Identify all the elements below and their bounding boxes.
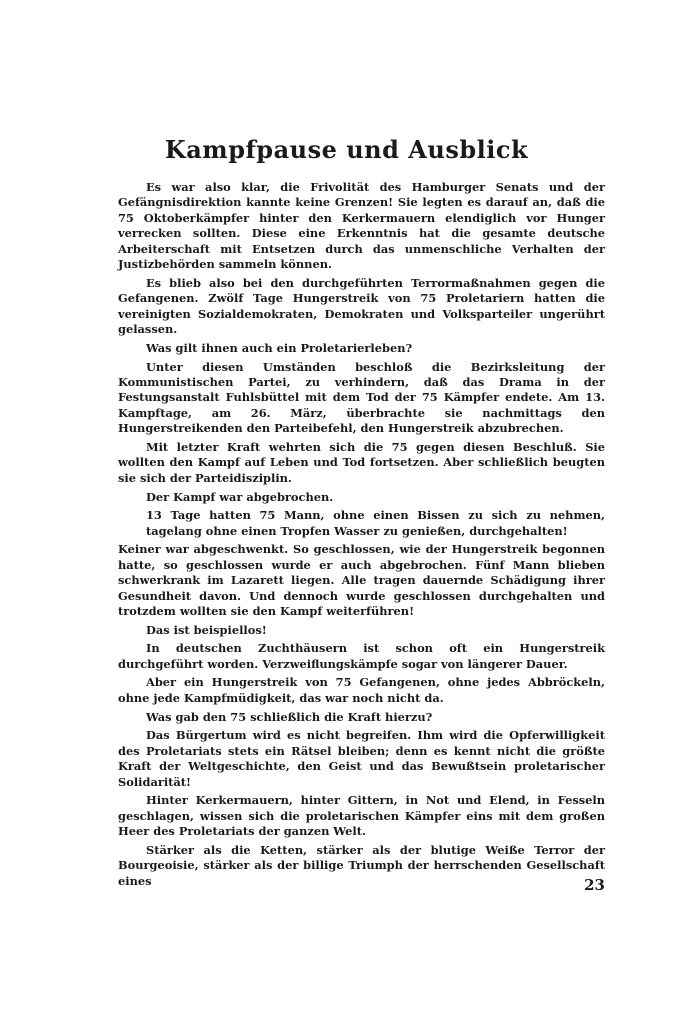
paragraph: Was gilt ihnen auch ein Proletarierleben? [146, 340, 413, 355]
indented-quote: 13 Tage hatten 75 Mann, ohne einen Bissen zu sich zu nehmen, tagelang ohne einen Tropfen Wasser zu genießen, durchgehalten! [146, 508, 605, 538]
paragraph: Es blieb also bei den durchgeführten Terrormaßnahmen gegen die Gefangenen. Zwölf Tage Hungerstreik von 75 Proletariern hatten die vereinigten Sozialdemokraten, Demokraten und Volksparteiler ungerührt gelassen. [118, 275, 605, 337]
paragraph: Unter diesen Umständen beschloß die Bezirksleitung der Kommunistischen Partei, zu verhindern, daß das Drama in der Festungsanstalt Fuhlsbüttel mit dem Tod der 75 Kämpfer endete. Am 13. Kampftage, am 26. März, überbrachte sie nachmittags den Hungerstreikenden den Parteibefehl, den Hungerstreik abzubrechen. [118, 359, 605, 436]
paragraph: Hinter Kerkermauern, hinter Gittern, in Not und Elend, in Fesseln geschlagen, wissen sich die proletarischen Kämpfer eins mit dem großen Heer des Proletariats der ganzen Welt. [118, 793, 605, 839]
page-number: 23 [584, 876, 605, 894]
paragraph: Das Bürgertum wird es nicht begreifen. Ihm wird die Opferwilligkeit des Proletariats stets ein Rätsel bleiben; denn es kennt nicht die größte Kraft der Weltgeschichte, den Geist und das Bewußtsein proletarischer Solidarität! [118, 728, 605, 789]
body-text [118, 180, 605, 892]
paragraph: Es war also klar, die Frivolität des Hamburger Senats und der Gefängnisdirektion kannte keine Grenzen! Sie legten es darauf an, daß die 75 Oktoberkämpfer hinter den Kerkermauern elendiglich vor Hunger verrecken sollten. Diese eine Erkenntnis hat die gesamte deutsche Arbeiterschaft mit Entsetzen durch das unmenschliche Verhalten der Justizbehörden sammeln können. [118, 180, 605, 272]
paragraph: Stärker als die Ketten, stärker als der blutige Weiße Terror der Bourgeoisie, stärker als der billige Triumph der herrschenden Gesellschaft eines [118, 842, 605, 888]
paragraph: Keiner war abgeschwenkt. So geschlossen, wie der Hungerstreik begonnen hatte, so geschlossen wurde er auch abgebrochen. Fünf Mann blieben schwerkrank im Lazarett liegen. Alle tragen dauernde Schädigung ihrer Gesundheit davon. Und dennoch wurde geschlossen durchgehalten und trotzdem wollten sie den Kampf weiterführen! [118, 542, 605, 619]
paragraph: Was gab den 75 schließlich die Kraft hierzu? [146, 709, 433, 724]
paragraph: Mit letzter Kraft wehrten sich die 75 gegen diesen Beschluß. Sie wollten den Kampf auf Leben und Tod fortsetzen. Aber schließlich beugten sie sich der Parteidisziplin. [118, 440, 605, 485]
paragraph: Der Kampf war abgebrochen. [146, 489, 334, 504]
paragraph: Aber ein Hungerstreik von 75 Gefangenen, ohne jedes Abbröckeln, ohne jede Kampfmüdigkeit, das war noch nicht da. [118, 675, 605, 705]
chapter-title: Kampfpause und Ausblick [164, 135, 529, 164]
paragraph: Das ist beispiellos! [146, 622, 267, 637]
paragraph: In deutschen Zuchthäusern ist schon oft ein Hungerstreik durchgeführt worden. Verzweiflungskämpfe sogar von längerer Dauer. [118, 641, 605, 671]
